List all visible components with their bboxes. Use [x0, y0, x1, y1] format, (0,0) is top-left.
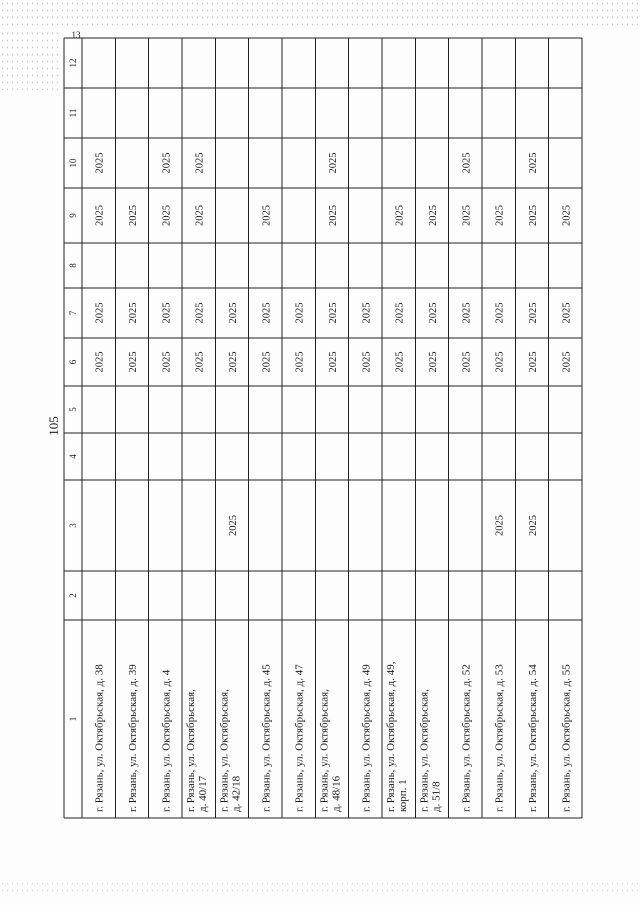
- cell-address: г. Рязань, ул. Октябрьская, д. 4: [160, 669, 173, 812]
- cell-year: 2025: [94, 152, 106, 174]
- cell-address: г. Рязань, ул. Октябрьская, д. 52: [460, 664, 473, 812]
- cell-year: 2025: [161, 351, 173, 373]
- cell-year: 2025: [561, 205, 573, 227]
- cell-address: г. Рязань, ул. Октябрьская, д. 39: [127, 664, 139, 812]
- cell-address: г. Рязань, ул. Октябрьская, д. 53: [493, 664, 506, 812]
- cell-year: 2025: [394, 205, 406, 226]
- cell-address: г. Рязань, ул. Октябрьская, д. 47: [293, 664, 306, 812]
- cell-year: 2025: [294, 351, 306, 373]
- cell-year: 2025: [394, 351, 406, 373]
- column-header: 3: [68, 523, 78, 528]
- cell-year: 2025: [94, 302, 106, 324]
- cell-year: 2025: [528, 205, 539, 226]
- cell-year: 2025: [494, 205, 506, 226]
- cell-year: 2025: [194, 205, 206, 226]
- scan-noise-top: [0, 0, 640, 28]
- cell-address: г. Рязань, ул. Октябрьская, д. 38: [93, 664, 106, 812]
- column-header: 11: [68, 108, 78, 118]
- column-header: 10: [68, 158, 78, 168]
- cell-year: 2025: [328, 351, 339, 373]
- column-header: 12: [68, 58, 78, 68]
- cell-year: 2025: [194, 351, 206, 373]
- cell-year: 2025: [461, 351, 473, 373]
- cell-year: 2025: [361, 351, 373, 373]
- cell-year: 2025: [161, 152, 173, 174]
- cell-year: 2025: [428, 302, 439, 324]
- cell-year: 2025: [94, 351, 106, 373]
- cell-year: 2025: [261, 351, 273, 373]
- scan-noise-bottom: [0, 880, 640, 892]
- cell-address: д. 51/8: [430, 781, 443, 812]
- column-header: 8: [68, 263, 78, 268]
- cell-year: 2025: [528, 515, 539, 536]
- cell-year: 2025: [261, 302, 273, 324]
- cell-address: г. Рязань, ул. Октябрьская, д. 49: [360, 664, 373, 812]
- cell-year: 2025: [361, 302, 373, 324]
- column-header: 5: [68, 407, 78, 412]
- cell-year: 2025: [528, 351, 539, 373]
- cell-year: 2025: [561, 351, 573, 373]
- cell-year: 2025: [528, 152, 539, 174]
- cell-address: д. 48/16: [330, 775, 343, 812]
- column-header: 2: [68, 593, 78, 598]
- cell-year: 2025: [94, 205, 106, 226]
- cell-year: 2025: [128, 351, 139, 373]
- cell-year: 2025: [194, 302, 206, 324]
- cell-year: 2025: [294, 302, 306, 324]
- cell-year: 2025: [494, 302, 506, 324]
- cell-year: 2025: [128, 302, 139, 324]
- scan-noise-left: [0, 30, 60, 90]
- cell-year: 2025: [494, 515, 506, 536]
- cell-address: г. Рязань, ул. Октябрьская,: [218, 689, 231, 812]
- cell-year: 2025: [428, 351, 439, 373]
- cell-year: 2025: [461, 152, 473, 174]
- cell-year: 2025: [194, 152, 206, 174]
- column-header: 1: [68, 716, 78, 722]
- cell-year: 2025: [228, 515, 239, 536]
- cell-address: д. 40/17: [197, 775, 209, 812]
- page-number: 105: [46, 416, 61, 436]
- cell-year: 2025: [228, 302, 239, 324]
- cell-address: г. Рязань, ул. Октябрьская, д. 55: [560, 664, 573, 812]
- cell-address: г. Рязань, ул. Октябрьская,: [318, 689, 331, 812]
- cell-address: г. Рязань, ул. Октябрьская, д. 45: [260, 664, 273, 812]
- column-header: 9: [68, 213, 78, 218]
- cell-year: 2025: [161, 205, 173, 226]
- cell-address: г. Рязань, ул. Октябрьская, д. 54: [527, 664, 539, 812]
- cell-address: г. Рязань, ул. Октябрьская,: [418, 689, 431, 812]
- data-table: [64, 30, 582, 818]
- cell-year: 2025: [228, 351, 239, 373]
- cell-year: 2025: [128, 205, 139, 226]
- cell-year: 2025: [428, 205, 439, 226]
- cell-year: 2025: [328, 302, 339, 324]
- cell-year: 2025: [328, 152, 339, 174]
- cell-year: 2025: [261, 205, 273, 226]
- cell-year: 2025: [561, 302, 573, 324]
- cell-year: 2025: [161, 302, 173, 324]
- cell-year: 2025: [528, 302, 539, 324]
- cell-address: д. 42/18: [230, 775, 243, 812]
- cell-year: 2025: [328, 205, 339, 226]
- cell-year: 2025: [394, 302, 406, 324]
- column-header: 7: [68, 310, 78, 316]
- cell-year: 2025: [461, 302, 473, 324]
- cell-address: корп. 1: [397, 779, 409, 812]
- cell-year: 2025: [494, 351, 506, 373]
- column-header: 6: [68, 359, 78, 365]
- column-header: 13: [71, 30, 81, 40]
- cell-year: 2025: [461, 205, 473, 226]
- cell-address: г. Рязань, ул. Октябрьская, д. 49,: [385, 661, 397, 812]
- column-header: 4: [68, 454, 78, 459]
- cell-address: г. Рязань, ул. Октябрьская,: [185, 689, 197, 812]
